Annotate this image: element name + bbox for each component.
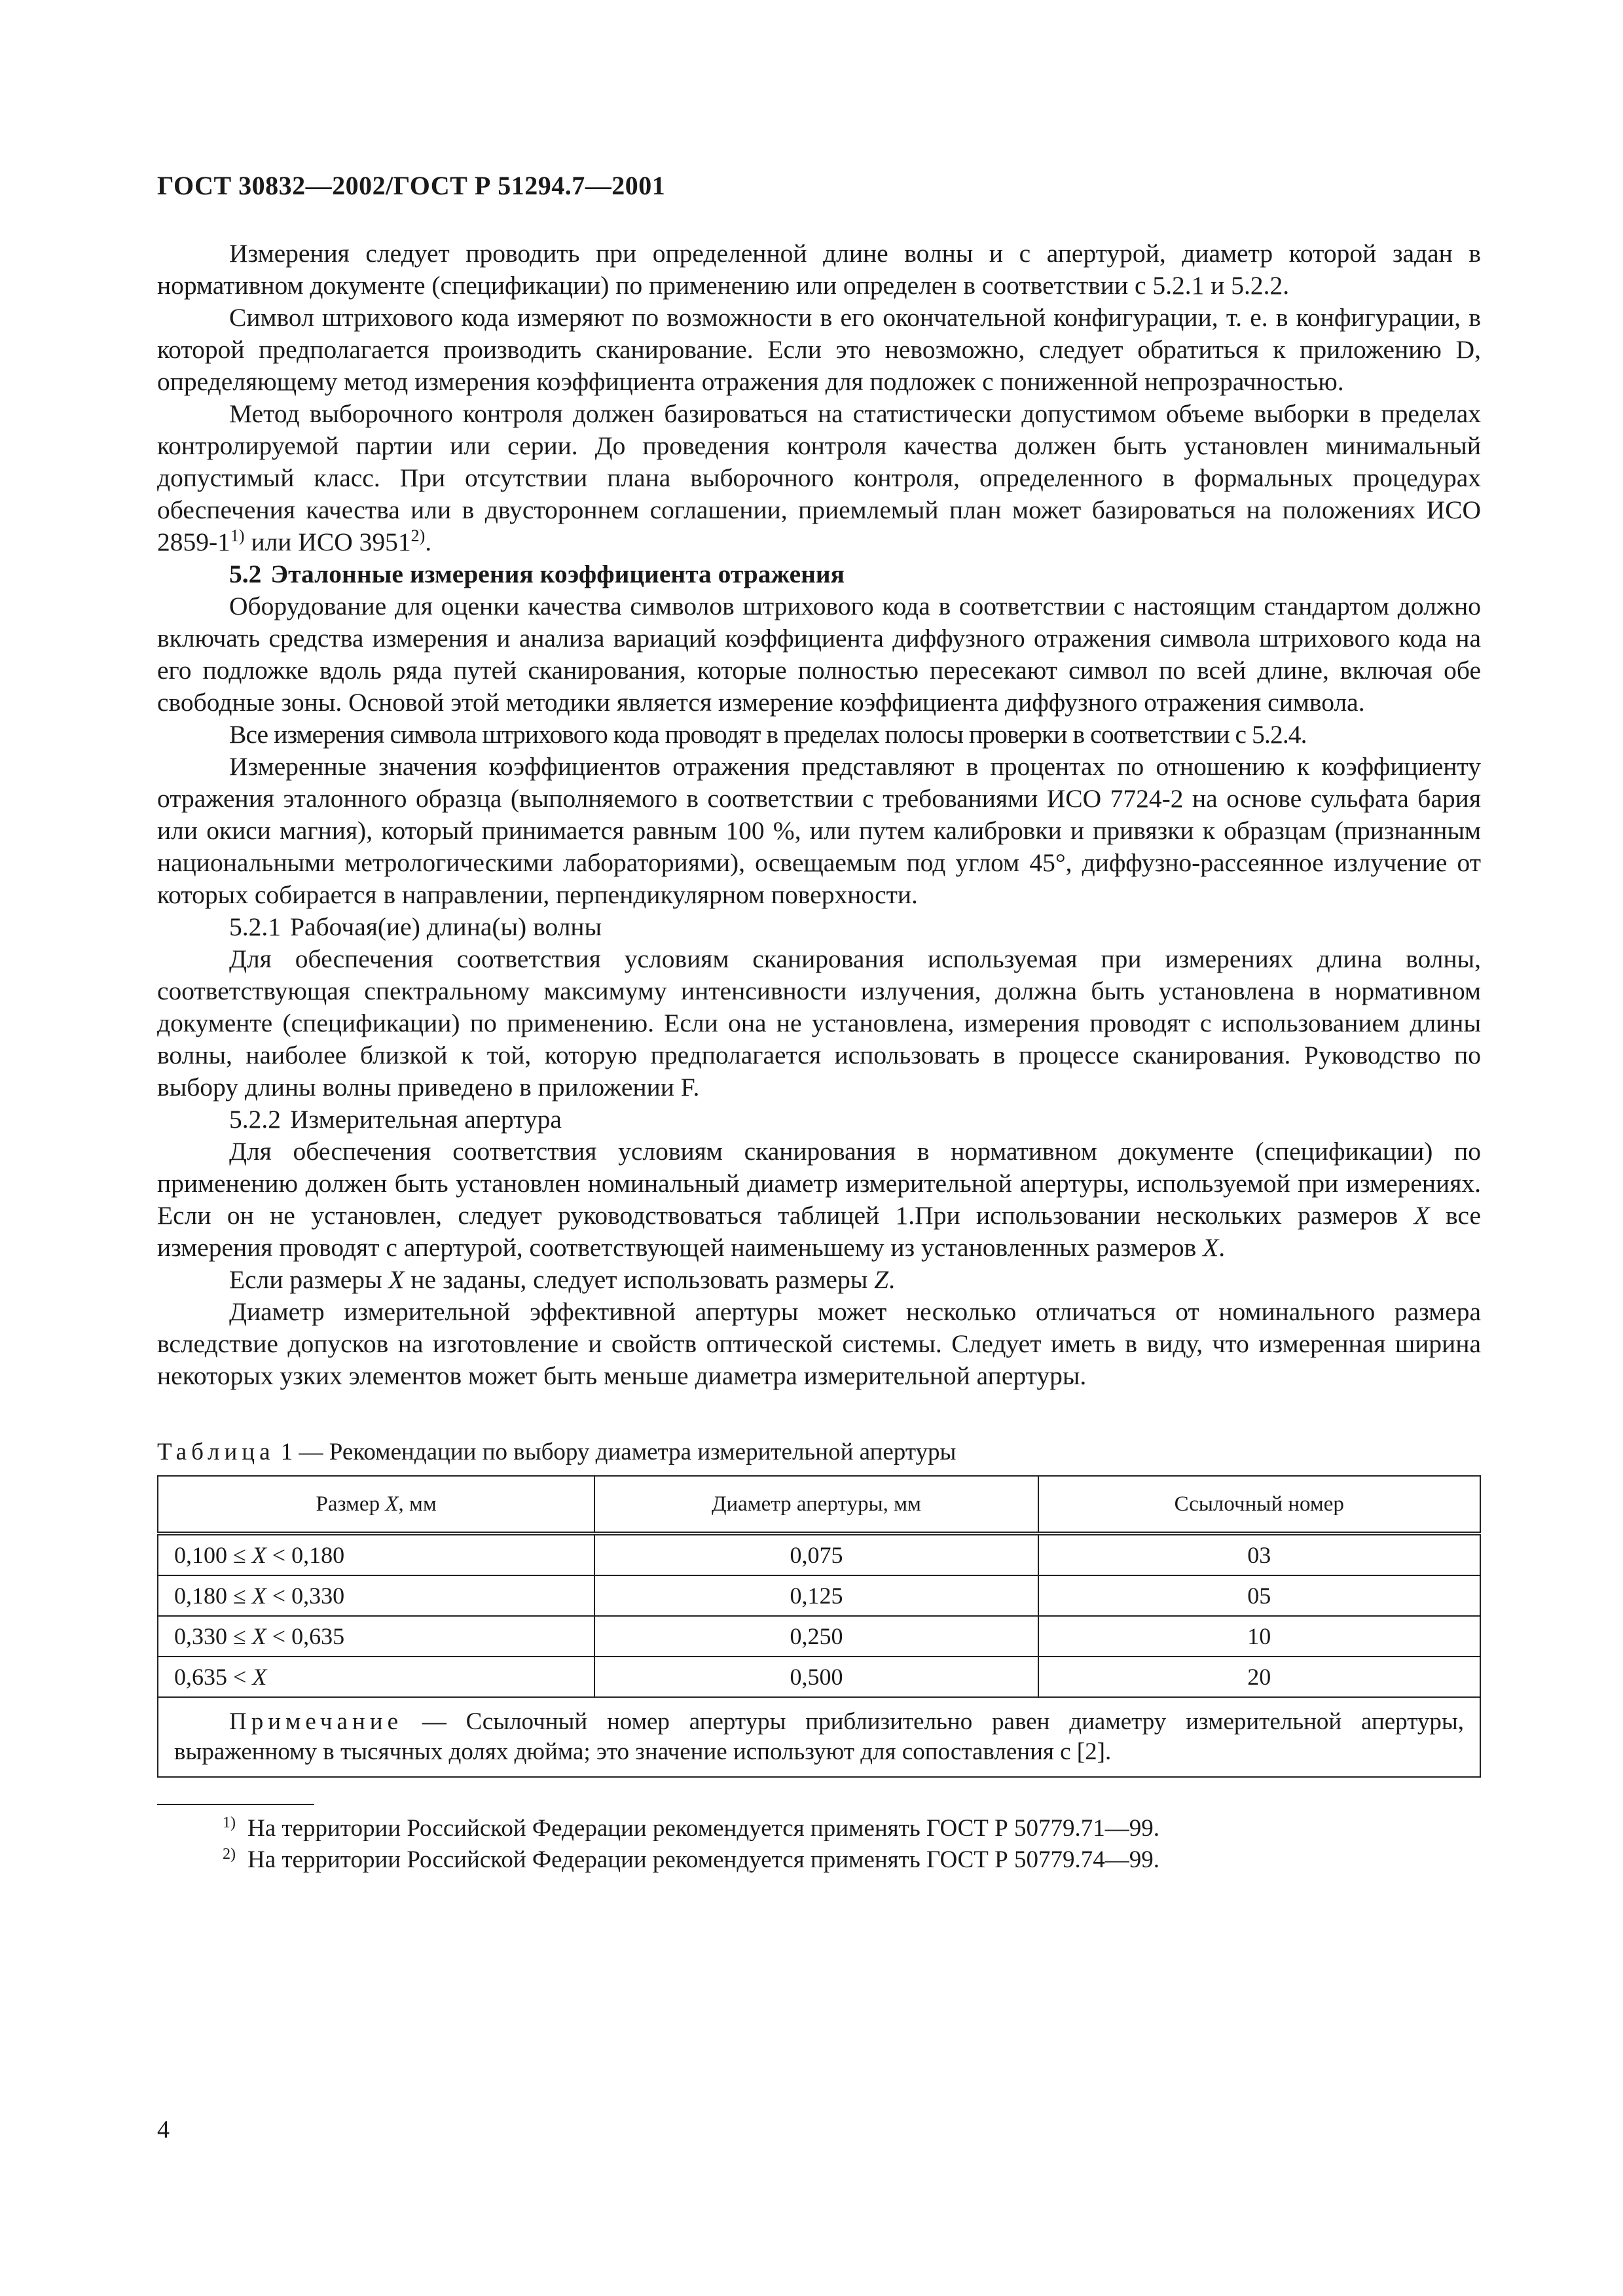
paragraph: Диаметр измерительной эффективной апертуры может несколько отличаться от номинального размера вследствие допусков на изготовление и свойств оптической системы. Следует иметь в виду, что измеренная ширина некоторых узких элементов может быть меньше диаметра измерительной апертуры. [157,1297,1481,1390]
table-note-text: — Ссылочный номер апертуры приблизительно равен диаметру измерительной апертуры, выраженному в тысячных долях дюйма; это значение используют для сопоставления с [2]. [174,1708,1464,1765]
paragraph: Все измерения символа штрихового кода проводят в пределах полосы проверки в соответствии с 5.2.4. [229,720,1307,749]
section-heading-5-2-2 [157,1103,1481,1136]
paragraph: Для обеспечения соответствия условиям сканирования используемая при измерениях длина волны, соответствующая спектральному максимуму интенсивности излучения, должна быть установлена в нормативном документе (спецификации) по применению. Если она не установлена, измерения проводят с использованием длины волны, наиболее близкой к той, которую предполагается использовать в процессе сканирования. Руководство по выбору длины волны приведено в приложении F. [157,944,1481,1102]
page-number: 4 [157,2116,170,2144]
table-cell: 0,330 ≤ X < 0,635 [158,1616,594,1657]
aperture-table [157,1475,1481,1778]
table-row [158,1534,1480,1575]
footnote-mark: 1) [223,1814,236,1831]
table-row [158,1657,1480,1697]
footnote [157,1813,1481,1844]
section-number: 5.2.1 [229,912,281,941]
symbol-x: X [251,1542,266,1568]
footnote-ref: 1) [230,526,245,545]
table-header-row [158,1476,1480,1534]
section-number: 5.2.2 [229,1105,281,1134]
paragraph-text: . [425,528,432,556]
paragraph [157,398,1481,558]
paragraph-text: не заданы, следует использовать размеры [404,1265,875,1294]
table-cell: 0,500 [594,1657,1038,1697]
paragraph: Символ штрихового кода измеряют по возможности в его окончательной конфигурации, т. е. в конфигурации, в которой предполагается производить сканирование. Если это невозможно, следует обратиться к приложению D, определяющему метод измерения коэффициента отражения для подложек с пониженной непрозрачностью. [157,303,1481,396]
paragraph-text: Для обеспечения соответствия условиям сканирования в нормативном документе (спецификации) по применению должен быть установлен номинальный диаметр измерительной апертуры, используемой при измерениях. Если он не установлен, следует руководствоваться таблицей 1.При использовании нескольких размеров [157,1137,1481,1230]
column-header: Диаметр апертуры, мм [594,1476,1038,1534]
paragraph: Измеренные значения коэффициентов отражения представляют в процентах по отношению к коэффициенту отражения эталонного образца (выполняемого в соответствии с требованиями ИСО 7724-2 на основе сульфата бария или окиси магния), который принимается равным 100 %, или путем калибровки и привязки к образцам (признанным национальными метрологическими лабораториями), освещаемым под углом 45°, диффузно-рассеянное излучение от которых собирается в направлении, перпендикулярном поверхности. [157,752,1481,909]
document-page [157,170,1481,1876]
symbol-x: X [251,1583,266,1609]
symbol-x: X [1413,1201,1430,1230]
column-header: Размер X, мм [158,1476,594,1534]
table-cell: 0,100 ≤ X < 0,180 [158,1534,594,1575]
paragraph-text: Если размеры [229,1265,389,1294]
footnote-mark: 2) [223,1845,236,1863]
table-note-label: Примечание [229,1708,403,1735]
paragraph [157,1136,1481,1264]
document-header: ГОСТ 30832—2002/ГОСТ Р 51294.7—2001 [157,171,666,200]
paragraph-text: . [1218,1233,1226,1262]
footnote-ref: 2) [410,526,426,545]
footnote-text: На территории Российской Федерации рекомендуется применять ГОСТ Р 50779.71—99. [247,1815,1159,1842]
paragraph-text: . [888,1265,895,1294]
table-note [158,1697,1480,1777]
table-cell: 10 [1038,1616,1480,1657]
table-cell: 0,075 [594,1534,1038,1575]
table-cell: 20 [1038,1657,1480,1697]
table-caption [157,1438,1481,1466]
paragraph: Оборудование для оценки качества символов штрихового кода в соответствии с настоящим стандартом должно включать средства измерения и анализа вариаций коэффициента диффузного отражения символа штрихового кода на его подложке вдоль ряда путей сканирования, которые полностью пересекают символ по всей длине, включая обе свободные зоны. Основой этой методики является измерение коэффициента диффузного отражения символа. [157,592,1481,717]
paragraph-text: или ИСО 3951 [244,528,411,556]
table-row [158,1616,1480,1657]
symbol-x: X [388,1265,405,1294]
table-cell: 0,250 [594,1616,1038,1657]
table-cell: 0,635 < X [158,1657,594,1697]
section-number: 5.2 [229,560,262,588]
paragraph-text: Метод выборочного контроля должен базироваться на статистически допустимом объеме выборки в пределах контролируемой партии или серии. До проведения контроля качества должен быть установлен минимальный допустимый класс. При отсутствии плана выборочного контроля, определенного в формальных процедурах обеспечения качества или в двустороннем соглашении, приемлемый план может базироваться на положениях ИСО 2859-1 [157,399,1481,556]
paragraph-text: все измерения проводят с апертурой, соответствующей наименьшему из установленных размеров [157,1201,1481,1262]
paragraph [157,1264,1481,1296]
section-title: Измерительная апертура [290,1105,562,1134]
section-title: Рабочая(ие) длина(ы) волны [290,912,602,941]
table-cell: 05 [1038,1575,1480,1616]
footnote-text: На территории Российской Федерации рекомендуется применять ГОСТ Р 50779.74—99. [247,1846,1159,1873]
paragraph: Измерения следует проводить при определенной длине волны и с апертурой, диаметр которой задан в нормативном документе (спецификации) по применению или определен в соответствии с 5.2.1 и 5.2.2. [157,239,1481,300]
symbol-z: Z [874,1265,889,1294]
symbol-x: X [1203,1233,1219,1262]
symbol-x: X [251,1623,266,1649]
section-heading-5-2-1 [157,911,1481,943]
section-heading-5-2 [157,558,1481,590]
section-title: Эталонные измерения коэффициента отражения [270,560,845,588]
table-row [158,1575,1480,1616]
table-note-row [158,1697,1480,1777]
symbol-x: X [252,1664,267,1690]
column-header: Ссылочный номер [1038,1476,1480,1534]
table-caption-label: Таблица [157,1439,275,1465]
symbol-x: X [385,1492,399,1516]
footnote [157,1844,1481,1876]
table-cell: 03 [1038,1534,1480,1575]
table-cell: 0,180 ≤ X < 0,330 [158,1575,594,1616]
table-cell: 0,125 [594,1575,1038,1616]
footnote-divider [157,1804,314,1805]
table-caption-text: 1 — Рекомендации по выбору диаметра измерительной апертуры [274,1439,957,1465]
